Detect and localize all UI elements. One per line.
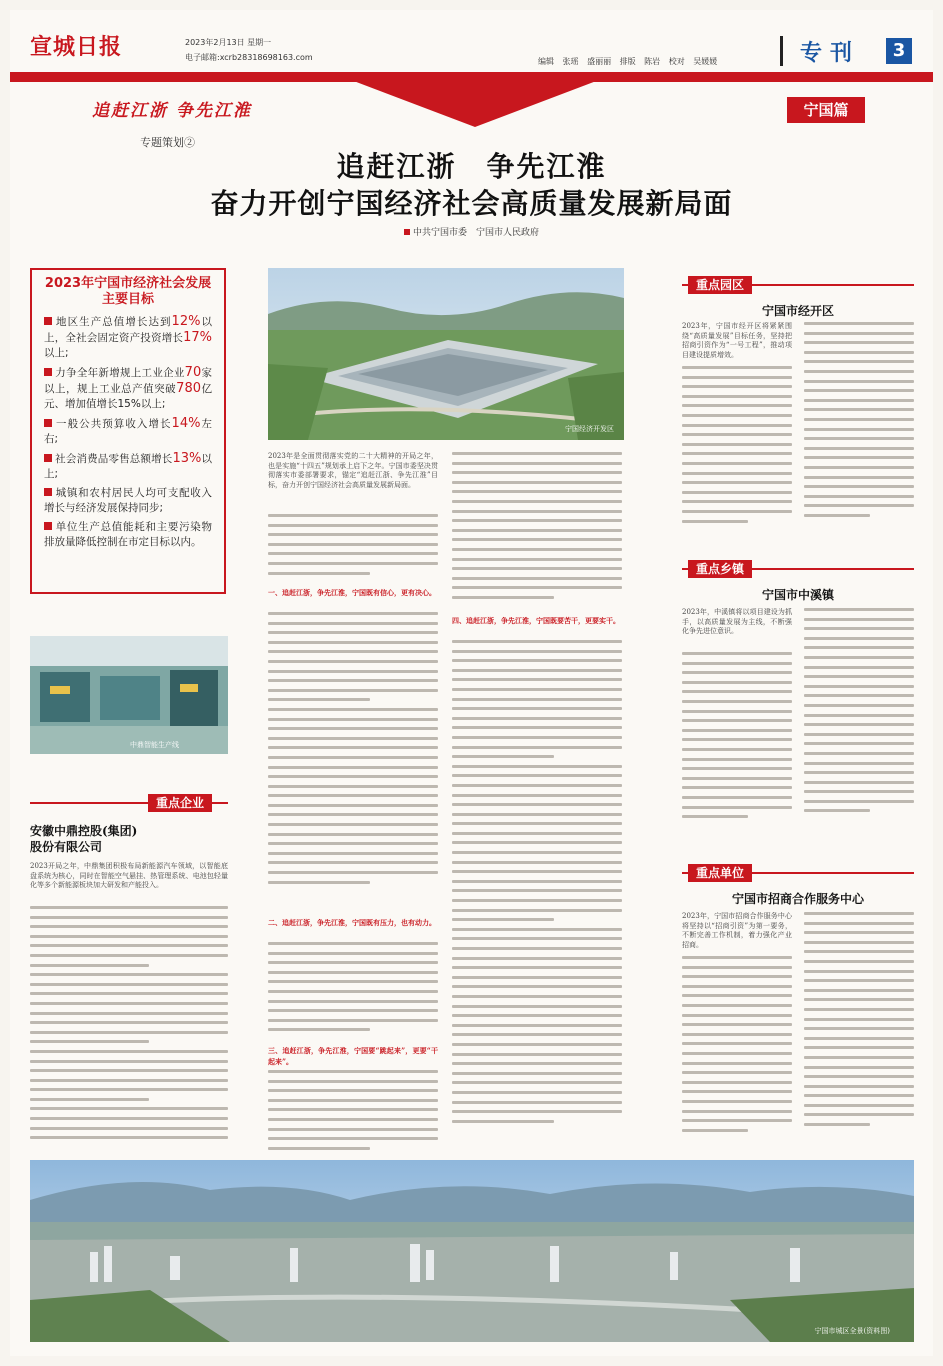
goal-text: 地区生产总值增长达到 xyxy=(55,316,172,328)
article-body-col1d xyxy=(268,1070,438,1156)
goal-text: 亿元、增加值增长15%以上; xyxy=(44,383,213,410)
region-tag: 宁国篇 xyxy=(787,97,865,123)
enterprise-body-text xyxy=(30,906,228,1160)
series-seal-logo: 追赶江浙 争先江淮 xyxy=(92,101,252,121)
goals-title: 2023年宁国市经济社会发展主要目标 xyxy=(44,276,212,307)
goal-item xyxy=(44,486,212,516)
article-section-head-3 xyxy=(268,1046,438,1066)
city-panorama-photo xyxy=(30,1160,914,1342)
goal-item xyxy=(44,365,212,412)
byline-text: 中共宁国市委 宁国市人民政府 xyxy=(412,228,539,238)
goal-text: 以上; xyxy=(44,347,69,359)
unit-title: 宁国市招商合作服务中心 xyxy=(731,892,864,906)
park-title: 宁国市经开区 xyxy=(761,304,834,318)
goal-text: 单位生产总值能耗和主要污染物排放量降低控制在市定目标以内。 xyxy=(44,521,212,548)
unit-body-col1 xyxy=(682,956,792,1156)
newspaper-page xyxy=(10,10,933,1356)
bullet-icon xyxy=(44,454,52,462)
goal-text: 城镇和农村居民人均可支配收入增长与经济发展保持同步; xyxy=(44,487,212,514)
article-body-col1 xyxy=(268,514,438,586)
factory-line-photo xyxy=(30,636,228,754)
article-body-col2b xyxy=(452,640,622,1156)
goal-number: 13% xyxy=(172,451,202,466)
article-body-col2 xyxy=(452,452,622,612)
goal-text: 社会消费品零售总额增长 xyxy=(55,453,173,465)
section-head-text: 一、追赶江浙，争先江淮，宁国既有信心，更有决心。 xyxy=(268,588,436,597)
goal-item xyxy=(44,520,212,550)
goal-text: 左右; xyxy=(44,418,213,445)
byline-square-icon xyxy=(404,229,410,235)
industrial-park-photo xyxy=(268,268,624,440)
section-head-text: 三、追赶江浙，争先江淮，宁国要“跳起来”，更要“干起来”。 xyxy=(268,1046,438,1066)
photo-caption: 宁国市城区全景(资料图) xyxy=(814,1327,890,1335)
town-lead: 2023年，中溪镇将以项目建设为抓手，以高质量发展为主线，不断强化争先进位意识。 xyxy=(682,608,792,636)
article-body-col1b xyxy=(268,612,438,912)
goals-box xyxy=(30,268,226,594)
bullet-icon xyxy=(44,419,52,427)
goal-number: 70 xyxy=(184,365,202,380)
goal-number: 780 xyxy=(176,381,201,396)
goal-text: 以上，全社会固定资产投资增长 xyxy=(44,316,213,344)
bullet-icon xyxy=(44,368,52,376)
goal-number: 12% xyxy=(171,314,201,329)
unit-body-col2 xyxy=(804,912,914,1156)
photo-caption: 中鼎智能生产线 xyxy=(130,741,179,749)
contact-email: 电子邮箱:xcrb28318698163.com xyxy=(185,53,313,62)
bullet-icon xyxy=(44,522,52,530)
goal-text: 以上; xyxy=(44,453,213,480)
section-label-park: 重点园区 xyxy=(688,276,752,294)
goal-item xyxy=(44,451,212,482)
park-body-col1 xyxy=(682,366,792,546)
goal-item xyxy=(44,314,212,361)
editor-credits: 编辑 张瑶 盛丽丽 排版 陈岩 校对 吴媛媛 xyxy=(538,57,718,66)
section-label-town: 重点乡镇 xyxy=(688,560,752,578)
byline xyxy=(10,225,933,238)
enterprise-title-1: 安徽中鼎控股(集团) xyxy=(30,824,138,838)
goal-number: 17% xyxy=(183,330,212,345)
headline-line-1: 追赶江浙 争先江淮 xyxy=(336,150,607,183)
goal-number: 14% xyxy=(171,416,201,431)
page-number: 3 xyxy=(886,38,912,64)
masthead xyxy=(10,10,933,72)
enterprise-title-2: 股份有限公司 xyxy=(30,840,103,854)
bullet-icon xyxy=(44,488,52,496)
article-section-head-2 xyxy=(268,918,438,938)
section-head-text: 四、追赶江浙，争先江淮，宁国既要苦干，更要实干。 xyxy=(452,616,620,625)
article-body-col1c xyxy=(268,942,438,1042)
town-body-col1 xyxy=(682,652,792,844)
enterprise-lead: 2023开局之年，中鼎集团积极布局新能源汽车领域，以智能底盘系统为核心，同时在智能空气悬挂、热管理系统、电池包轻量化等多个新能源板块加大研发和产能投入。 xyxy=(30,862,228,890)
article-section-head-4 xyxy=(452,616,622,636)
goal-text: 家以上，规上工业总产值突破 xyxy=(44,367,213,395)
series-label: 专题策划② xyxy=(140,136,195,149)
masthead-divider xyxy=(780,36,783,66)
goal-text: 力争全年新增规上工业企业 xyxy=(55,367,185,379)
town-body-col2 xyxy=(804,608,914,844)
unit-lead: 2023年，宁国市招商合作服务中心将坚持以“招商引资”为第一要务，不断完善工作机制，着力强化产业招商。 xyxy=(682,912,792,949)
town-title: 宁国市中溪镇 xyxy=(761,588,834,602)
header-red-wedge xyxy=(330,72,620,127)
article-intro: 2023年是全面贯彻落实党的二十大精神的开局之年，也是实施“十四五”规划承上启下之年。宁国市委坚决贯彻落实市委部署要求，锚定“追赶江浙、争先江淮”目标，奋力开创宁国经济社会高质量发展新局面。 xyxy=(268,452,438,489)
bullet-icon xyxy=(44,317,52,325)
headline-line-2: 奋力开创宁国经济社会高质量发展新局面 xyxy=(210,187,733,220)
park-lead: 2023年，宁国市经开区将紧紧围绕“高质量发展”目标任务，坚持把招商引资作为“一号工程”，推动项目建设提质增效。 xyxy=(682,322,792,359)
section-label-enterprise: 重点企业 xyxy=(148,794,212,812)
section-label-unit: 重点单位 xyxy=(688,864,752,882)
section-name: 专刊 xyxy=(800,41,861,66)
goal-text: 一般公共预算收入增长 xyxy=(55,418,172,430)
article-section-head-1 xyxy=(268,588,438,608)
issue-date: 2023年2月13日 星期一 xyxy=(185,38,272,47)
park-body-col2 xyxy=(804,322,914,546)
newspaper-logo: 宣城日报 xyxy=(30,35,123,60)
photo-caption: 宁国经济开发区 xyxy=(565,425,614,433)
section-head-text: 二、追赶江浙，争先江淮，宁国既有压力，也有动力。 xyxy=(268,918,436,927)
goal-item xyxy=(44,416,212,447)
